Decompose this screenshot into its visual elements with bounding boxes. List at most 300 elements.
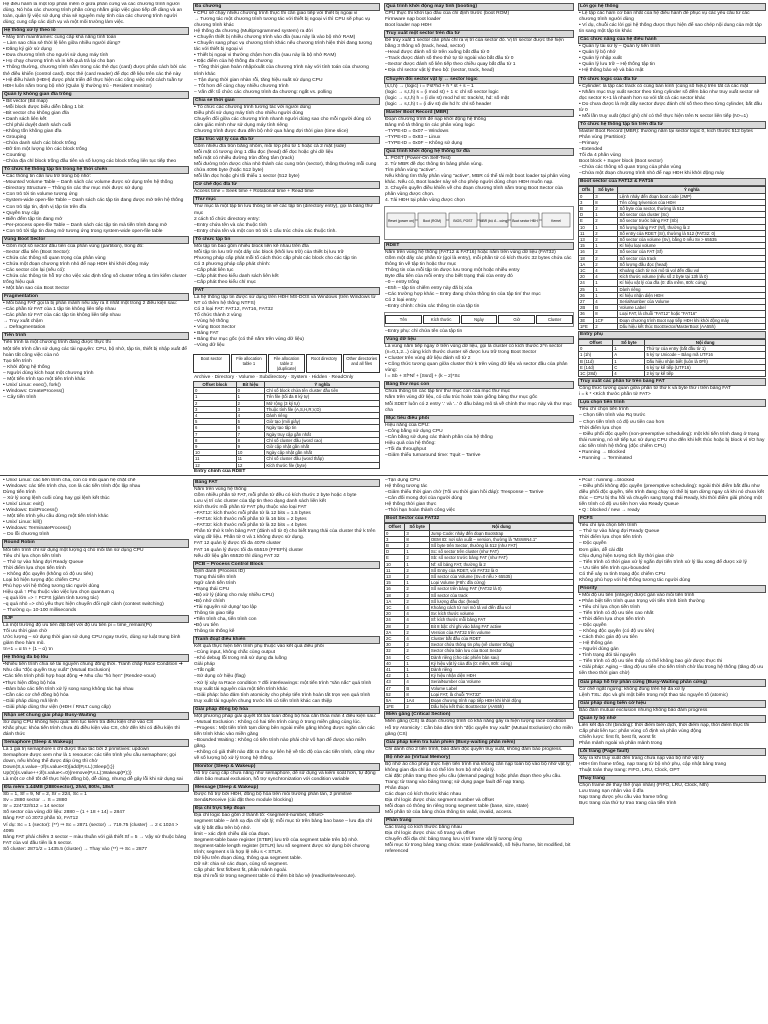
col1b-line: • Windows: TerminateProcess() (3, 526, 71, 532)
col2-line: • Bảng FAT (194, 331, 219, 337)
bs32-header: Số byte (405, 524, 430, 530)
boot-step-label: Boot (ROM) (422, 219, 442, 224)
col3-line: Chứa thông tin các tập tin/ thư mục con của mục thư mục (385, 389, 511, 395)
col4b-line: Đơn giản, dễ cài đặt (579, 547, 623, 553)
rdet-cell: Giờ tạo (mili giây) (265, 419, 380, 425)
col2b-heading: Message (Sleep & Wakeup) (193, 784, 380, 792)
col2b-line: –Không có giả thiết nào đặt ra cho sự liên hệ về tốc độ của các tiến trình, cũng như về số lượng bộ xử lý trong hệ thống. (194, 750, 375, 762)
entryphu-header: Offset (579, 340, 613, 346)
bs32-cell: B (405, 685, 430, 691)
col3-line: –Công bằng sử dụng CPU (385, 428, 443, 434)
col1b-line: –q quá lớn => ↑ FCFS (giảm tính tương tác) (3, 595, 99, 601)
col3-line: –Track được đánh số theo thứ tự từ ngoài vào bắt đầu từ 0 (385, 56, 514, 62)
col3-line: Thông tin của mỗi tập tin được lưu trong một hoặc nhiều entry (385, 267, 520, 273)
bs16-cell: Kí hiệu loại volume (618, 243, 766, 249)
col3b-heading: Phân trang (384, 817, 574, 825)
boot-flow-diagram (385, 207, 571, 235)
bs16-cell: 36 (579, 311, 594, 317)
col1-heading: Hệ thống xử lý theo lô (2, 27, 189, 35)
bs16-cell: 26 (579, 292, 594, 298)
rdet-cell: Chỉ số cluster đầu (word thấp) (265, 456, 380, 462)
bs32-cell: 42 (385, 673, 405, 679)
boot-process-figure (384, 206, 574, 239)
bs32-cell: 1 (405, 660, 430, 666)
col1-line: – Người dùng kích hoạt một chương trình (3, 370, 94, 376)
rdet-cell: 11 (194, 456, 237, 462)
col2b-line: –Giải pháp: bảo đảm tính atomicity cho phép tiến trình hoàn tất trọn vẹn quá trình truy xuất tài nguyên chung trước khi có tiến trình khác can thiệp (194, 692, 371, 704)
col3-line: –Sector được đánh số liên tiếp theo chiều quay bắt đầu từ 1 (385, 62, 516, 68)
col2-line: – Tốt hơn để cùng chạy nhiều chương trình (194, 83, 289, 89)
col2b-line: Thông tin giao tiếp (194, 610, 235, 616)
bs16-cell: 1C (579, 267, 594, 273)
bs32-cell: 1 (405, 549, 430, 555)
rdet-cell: Dành riêng (265, 413, 380, 419)
col3b-line: Trang: từ trang vào bảng trang; sử dụng page fault để nạp trang. (385, 779, 526, 785)
column-1-top (2, 2, 189, 472)
bs32-cell: Số byte trên Sector, thường là 512 (như FAT) (429, 542, 573, 548)
col2-line: • Đặc điểm của hệ thống đa chương (194, 59, 273, 65)
col1b-heading: Semaphore (Sleep & Wakeup) (2, 739, 189, 747)
col1b-line: Ví dụ: Sc = 1 (sector): (**) ⇒ Sc = 2871 (sector) → 719.75 (cluster) → 2 ≤ 1024 > 4095 (3, 822, 179, 834)
col1-line: Tiến trình là một chương trình đang được thực thi (3, 340, 111, 346)
bs32-cell: Loại Volume (F8h: đĩa cứng) (429, 580, 573, 586)
rdet-cell: 6 (236, 425, 265, 431)
col3-heading: Mục tiêu điều phối (384, 415, 574, 423)
col4b-line: – Điều phối không độc quyền (preemptive scheduling): ngoài thời điểm bắt đầu như điều phối độc quyền, tiến trình đang chạy có thể bị tạm dừng ngay cả khi nó chưa kết thúc – CPU bị thu hồi và chuyển sang trạng thái Ready, khi thời điểm giải phóng một tiến trình có độ ưu tiên hơn vào Ready Queue (579, 484, 764, 508)
bs32-cell: Số sector trên bảng FAT (FAT32 là 0) (429, 586, 573, 592)
rdet-header: Offset block (194, 382, 237, 388)
bs16-cell: Số lượng đầu đọc (head) (618, 261, 766, 267)
col2b-line: Lưu vị trí các cluster của tập tin theo dạng danh sách liên kết (194, 499, 326, 505)
rdet-cell: Mở rộng (3 ký tự) (265, 400, 380, 406)
col3-line: (s,t,h) → (logic) i = t*st*hd + h * st + s – 1 (385, 83, 474, 89)
col2-line: Chuyển đổi giữa các chương trình nhanh người dùng sao cho mỗi người dùng có cảm giác mình như sử dụng máy tính riêng (194, 116, 371, 128)
col4b-line: Nạp trang được yêu cầu vào frame trống (579, 795, 668, 801)
bs32-cell: 41 (385, 667, 405, 673)
col4b-line: Tiêu chí lựa chọn tiến trình (579, 523, 638, 529)
col1b-heading: Đĩa mềm 1.44MB (2880sector), 2h/d, 80t/s, 18s/t (2, 784, 189, 792)
bs16-cell: 1A (579, 261, 594, 267)
col4b-heading: Quản lý bộ nhớ (578, 715, 766, 723)
col1-line: • Con trỏ tập tin, định vị tập tin trên đĩa (3, 204, 87, 210)
col1-line: • Chứa một đoạn chương trình nhỏ để nạp HĐH khi khởi động máy (3, 261, 149, 267)
col1b-line: Dừng tiến trình (3, 490, 36, 496)
bs32-cell: D (385, 549, 405, 555)
col3-line: Boot loader nạp HĐH (385, 23, 432, 29)
bs16-cell: 20 (579, 274, 594, 280)
column-1-bottom (2, 478, 189, 1022)
rdet-cell: 0 (236, 388, 265, 394)
col2b-line: Được hỗ trợ bởi HĐH, đồng bộ hóa trên môi trường phân tán, 2 primitive Send&Receive (cài đặt theo module blocking) (194, 792, 352, 804)
col2-line: Gồm nhiều đĩa tròn bằng nhôm, mỗi lớp phủ từ 1 hoặc cả 2 mặt (side) (194, 144, 346, 150)
bs16-cell: 4 (594, 298, 618, 304)
col4b-line: • Pcur : running→blocked (579, 478, 635, 483)
column-2-top (193, 2, 380, 352)
rdet-cell: 2 (194, 400, 237, 406)
col1b-line: Sv = 2880 sector → S = 2880 (3, 798, 68, 804)
bs16-cell: Số sector của FAT (Sf) (618, 249, 766, 255)
bs32-cell: E (385, 555, 405, 561)
rdet-cell: 7 (194, 431, 237, 437)
bs32-cell: 2 (405, 598, 430, 604)
column-2-bottom (193, 478, 380, 1022)
col3-line: l = Sb + Sf*Nf + [Ssrd] + (k – 2)*Sc (385, 374, 461, 380)
col1b-line: Số sector của vùng dữ liệu: 2880 – (1 + 18 + 14) = 2847 (3, 810, 125, 816)
col4-heading: Tổ chức logic của đĩa từ (578, 76, 766, 84)
bs16-cell: 4 (594, 267, 618, 273)
bs16-cell: SerialNumber của Volume (618, 298, 766, 304)
entry-field-box: Giờ (498, 315, 535, 324)
entryphu-cell: 0 (579, 346, 613, 352)
bs16-header: Số byte (594, 187, 618, 193)
col1b-line: Mỗi tiến trình chỉ sử dụng một lượng q cho mỗi lần sử dụng CPU (3, 547, 144, 553)
bs32-cell: 10 (385, 561, 405, 567)
col3-line: 2. Từ MBR đề đọc thông tin bảng phân vùng. (385, 162, 483, 168)
col4-heading: Tổ chức hệ thống tập tin trên đĩa từ (578, 121, 766, 129)
col1-line: –Các phần tử FAT của các tập tin không liên tiếp nhau (3, 313, 121, 319)
bs16-cell: 1CF (594, 317, 618, 323)
bs32-cell: Sector chứa thông tin phụ (về cluster trống) (429, 642, 573, 648)
col2-heading: FAT (193, 287, 380, 295)
rdet-cell: Giờ cập nhật gần nhất (265, 444, 380, 450)
col4b-line: – Hệ thống gán (579, 641, 613, 647)
col1b-line: τn+1 = α tn + (1 – α) τn (3, 647, 53, 653)
column-4-top (578, 2, 766, 472)
bs16-cell: Số entry của RDET (Sr), thường là 512 (FAT32: 0) (618, 230, 766, 236)
bs16-cell: 0 (579, 193, 594, 199)
col4b-line: – Ưu tiên tiến trình cpu-bounded (579, 565, 650, 571)
bs32-cell: 2 (405, 555, 430, 561)
col2-line: –Cấp phát liên tục (194, 267, 234, 273)
col2-line: → Tương tác một chương trình tương tác với thiết bị ngoại vi thì CPU sẽ phục vụ chương trình khác (194, 17, 371, 29)
col4b-line: • Cách thức gán độ ưu tiên (579, 635, 638, 641)
col2-line: Mỗi mặt có nhiều đường tròn đồng tâm (track) (194, 156, 294, 162)
col3-heading: Quá trình khởi động máy tính (booting) (384, 3, 574, 11)
col2b-line: Segment-table base register (STBR) lưu trữ của segment table trên bộ nhớ. (194, 837, 359, 843)
col3-line: Đoạn chương trình để nạp khởi động hệ thống (385, 116, 487, 122)
col3-line: Gồm một dãy các phần tử (gọi là entry), mỗi phần tử có kích thước 32 bytes chứa các thông tin về tập tin hoặc thư mục (385, 255, 572, 267)
col3b-line: Bộ nhớ ảo cho phép thực hiện tiến trình mà không cần nạp toàn bộ vào bộ nhớ vật lý; không gian địa chỉ ảo có thể lớn hơn bộ nhớ vật lý. (385, 761, 571, 773)
bs32-cell: 2 (405, 629, 430, 635)
bs32-cell: Ký hiệu vật lý của đĩa (0: mềm, 80h: cứng) (429, 660, 573, 666)
col3-line: –0 – entry trống (385, 279, 420, 285)
col1-line: –Mỗi block được biểu diễn bằng 1 bit (3, 104, 84, 110)
bs16-cell: Lệnh nhảy đến đoạn boot code (JMP) (618, 193, 766, 199)
col2b-line: segment table – ánh xạ địa chỉ vật lý; mỗi mục từ trên bảng bao base – lưu địa chỉ vật lý bắt đầu trên bộ nhớ. (194, 819, 372, 831)
col3-line: (logic → s,t,h) h = (i div st) mod hd st: track/st, hd: số mặt (385, 95, 509, 101)
col4-heading: Entry phụ (578, 331, 766, 339)
entryphu-cell: E (14d) (579, 364, 613, 370)
bs16-cell: E (579, 218, 594, 224)
col3-line: –TYPE-ID = 0x0F – Không sử dụng (385, 140, 463, 146)
bs32-cell: 2 (405, 642, 430, 648)
col2-line: –Cấp phát theo kiểu danh sách liên kết (194, 273, 279, 279)
bs16-cell: 2 (594, 261, 618, 267)
col2b-line: FAT 16 quản lý được tối đa 65519 (FFEFh) cluster (194, 547, 304, 553)
rdet-cell: 10 (194, 450, 237, 456)
col2-line: Có 3 phương pháp cấp phát chính: (194, 261, 271, 267)
col3-heading: Quá trình khởi động hệ thống từ đĩa (384, 148, 574, 156)
col2-line: –Cấp phát theo kiểu chỉ mục (194, 280, 256, 286)
col4b-line: – Tiến trình có độ ưu tiên thấp có thể không bao giờ được thực thi (579, 659, 723, 665)
col2b-line: •Bộ xử lý (dùng cho máy nhiều CPU) (194, 592, 275, 598)
bs32-cell: Version của FAT32 trên volume (429, 629, 573, 635)
rdet-cell: 1 (194, 394, 237, 400)
bs32-cell: 1 (405, 561, 430, 567)
col2b-line: Cấp phát: first fit/best fit, phân mảnh ngoài. (194, 867, 288, 873)
bs32-cell: Sector chứa bản lưu của Boot Sector (429, 648, 573, 654)
bs16-cell: Kích thước volume (nếu số 2 byte tại 13h là 0) (618, 274, 766, 280)
rdet-cell: 12 (194, 462, 237, 468)
col1b-line: Bảng FAT có 3072 phần tử, FAT12 (3, 816, 79, 822)
bs32-cell: 32 (385, 648, 405, 654)
col3-line: CPU thực thi khởi tạo đầu của chỉ định trước (boot ROM) (385, 11, 510, 17)
bs32-cell: 40 (385, 660, 405, 666)
col3b-heading: Miền găng (Critical Section) (384, 711, 574, 719)
bs32-cell: 18 (385, 592, 405, 598)
col4b-line: – Tiến trình có độ ưu tiên cao nhất (579, 610, 654, 616)
bs32-cell: Số Entry của RDET, với FAT32 là 0 (429, 567, 573, 573)
bs16-cell: 15 (579, 243, 594, 249)
entryphu-cell: 2 ký tự kế tiếp (645, 371, 766, 377)
col4-line: • Running → Blocked (579, 449, 626, 455)
bs32-cell: C (405, 654, 430, 660)
bs16-cell: 3E (579, 317, 594, 323)
attribute-side-labels: Archive · Directory · Volume · Subdirectory · System · Hidden · ReadOnly (194, 375, 354, 380)
col4b-line: Thời điểm lựa chọn tiến trình (579, 535, 642, 541)
bs32-cell: 2 (405, 704, 430, 710)
col2b-line: Giải pháp (194, 662, 215, 668)
col3-line: 1. POST (Power-On Self-Test) (385, 156, 451, 162)
col1b-line: Tiêu chí lựa chọn tiến trình (3, 553, 62, 559)
col4-line: –Chứa các thông số quan trọng của phân vùng (579, 165, 682, 171)
rdet-cell: 6 (194, 425, 237, 431)
fat-layout-diagram (193, 354, 380, 373)
col1-line: –Các sector còn lại (nếu có): (3, 267, 66, 273)
col1b-heading: SJF (2, 615, 189, 623)
col4b-line: – Không độc quyền (có độ ưu tiên) (579, 629, 655, 635)
col2-heading: Chia sẻ thời gian (193, 97, 380, 105)
col4b-line: • Giải pháp: Aging – tăng độ ưu tiên cho tiến trình chờ lâu trong hệ thống (tăng độ ưu tiên theo thời gian chờ) (579, 665, 764, 677)
col1-line: HĐH luôn nằm trong bộ nhớ (Quản lý thường trú - Resident monitor) (3, 83, 152, 89)
entryphu-cell: 1 (613, 358, 645, 364)
col4b-line: • Mỗi độ ưu tiên (integer) được gán vào mỗi tiến trình (579, 592, 695, 598)
boot-sector-fat16-table (578, 186, 766, 330)
bs16-cell: Số lượng bảng FAT (Nf), thường là 2 (618, 224, 766, 230)
col4b-line: Bực trang của thứ tự trao trang của tiến trình (579, 801, 677, 807)
col3-heading: Bảng thư mục con (384, 381, 574, 389)
col2b-line: Dữ sẽ: chia sẻ các đoạn, cùng số segment. (194, 861, 289, 867)
col1-line: –Directory Structure – Thông tin các thư mục mới được sử dụng (3, 186, 143, 192)
col2b-heading: Tranh đoạt điều khiển (193, 636, 380, 644)
col1b-line: – Một tiến trình yêu cầu dừng một tiến trình khác (3, 514, 109, 520)
col2-line: –Entry chứa tên và các thuộc tính (194, 222, 268, 228)
col1b-line: Phù hợp với hệ thống tương tác người dùng (3, 583, 100, 589)
col3b-heading: Giải pháp kiểm tra luân phiên (Busy-waiting phần mềm) (384, 739, 574, 747)
col2b-line: Kích thước mỗi phần tử FAT phụ thuộc vào loại FAT (194, 505, 307, 511)
rdet-cell: 0 (194, 388, 237, 394)
col1-line: –Chỉ phải duyệt danh sách cuối (3, 122, 72, 128)
bs32-cell: 2 (405, 542, 430, 548)
entryphu-header: Số byte (613, 340, 645, 346)
bs32-cell: 15 (385, 580, 405, 586)
bs16-cell: Kí hiệu vật lý của đĩa (0: đĩa mềm, 80h: cứng) (618, 280, 766, 286)
bs32-cell: 4 (405, 604, 430, 610)
fat-region-box: Root directory (306, 354, 343, 373)
col1b-line: •Nhiều tiến trình chia sẻ tài nguyên chung đồng thời. Tranh chấp Race Condition ➜ Nhu cầu "độc quyền truy xuất" (Mutual Exclusion) (3, 662, 183, 674)
col4-heading: Lời gọi hệ thống (578, 3, 766, 11)
rdet-cell: Chỉ số cluster đầu (word cao) (265, 437, 380, 443)
col2-line: • Chuyển thiết bị nhiều chương trình vào đĩa (sau này là vào bộ nhớ RAM) (194, 35, 356, 41)
fat-region-box: Boot sector (193, 354, 230, 373)
col3b-heading: Boot Sector của FAT32 (384, 515, 574, 523)
col4-line: • Ví dụ, chuỗi các lời gọi hệ thống được thực hiện để sao chép nội dung của một tập tin sang một tập tin khác (579, 23, 762, 35)
col1-heading: Tổ chức hệ thống tập tin trong hệ thời chiến (2, 166, 189, 174)
rdet-cell: Ngày tạo tập tin (265, 425, 380, 431)
bs16-cell: 1 (594, 286, 618, 292)
col4-line: Tiêu chí chọn tiến trình (579, 407, 629, 413)
col1b-line: – Xử lý xong lệnh cuối cùng hay gọi lệnh kết thúc (3, 496, 110, 502)
bs16-cell: D (579, 212, 594, 218)
col4b-line: Chọn frame để thay thế (nạn nhân) (FIFO, LRU, Clock, Nth) (579, 783, 709, 789)
col4b-line: • Phân biệt tiến trình quan trọng với tiến trình bình thường (579, 598, 705, 604)
col2b-line: Segment-table length register (STLR) lưu số segment được sử dụng bởi chương trình; segment s là hợp lệ nếu s < STLR. (194, 843, 370, 855)
bs32-cell: Dành riêng (cho các phiên bản sau) (429, 654, 573, 660)
col1-line: • Thông thường, chương trình nằm trong các thẻ đục (card) được phân cách bởi các thẻ điều khiển (control card). Đọc thẻ (card reader) để đọc đề liệu trên các thẻ này (3, 65, 187, 77)
col1b-line: Là một trường độ ưu tiên đặt biệt với độ ưu tiên pi = time_remain(Pi) (3, 623, 152, 629)
col1b-line: –Đảm bảo các tiến trình xử lý song song không tác hại nhau (3, 686, 134, 692)
bs32-cell: 0 (385, 530, 405, 536)
col2b-line: FAT 12 quản lý được tối đa 4079 cluster (194, 541, 281, 547)
col2-line: Là hệ thống tập tin được sử dụng trên HĐH MS-DOS và Windows (trên Windows từ NT có thêm hệ thống NTFS) (194, 295, 376, 307)
col3-line: (logic → s,t,h) t = (i div st) div hd h: chỉ số header (385, 101, 492, 107)
bs16-header: Ý nghĩa (618, 187, 766, 193)
col2-line: – Tổng thời gian hoàn nhập/xuất của chương trình này với tính toán của chương trình khác (194, 65, 369, 77)
col4-line: Phân vùng (Partition): (579, 134, 627, 140)
bs16-cell: 1 (594, 280, 618, 286)
col3-heading: Truy xuất một sector trên đĩa từ (384, 30, 574, 38)
col1-line: –Mounted Volume Table – Danh sách các volume được sử dụng trên hệ thống (3, 180, 173, 186)
col4-line: Tối đa 4 phân vùng (579, 153, 621, 159)
col2b-line: Địa chỉ mỗi từ trong segment table có thêm bit bảo vệ (read/write/execute). (194, 873, 357, 879)
rdet-cell: Kích thước file (byte) (265, 462, 380, 468)
col1-line: • Biến đếm tập tin đang mở (3, 216, 63, 222)
col2-line: • CPU sẽ chạy nhiều chương trình thực thi cần giao tiếp với thiết bị ngoại vi (194, 11, 358, 17)
rdet-cell: Chỉ số block chứa tên cluster đầu tiên (265, 388, 380, 394)
col4b-line: Thuật toán thay trang: FIFO, LRU, Clock, OPT (579, 768, 680, 774)
col3b-line: Các trang có kích thước bằng nhau (385, 825, 462, 831)
bs32-cell: 43 (385, 679, 405, 685)
entryphu-cell: Thứ tự của entry (bắt đầu từ 1) (645, 346, 766, 352)
bs16-cell: 3 (594, 193, 618, 199)
col3-heading: Vùng dữ liệu (384, 336, 574, 344)
bs32-cell: SerialNumber của Volume (429, 679, 573, 685)
rdet-cell: 8 (194, 437, 237, 443)
col1b-line: •Thực hiện đồng bộ hóa (3, 680, 56, 686)
bs16-cell: 8 (594, 199, 618, 205)
col1b-line: • Unix/ Linux: các tiến trình cha, con có mối quan hệ chặt chẽ (3, 478, 136, 483)
col1-line: – Một tiến trình tạo một tiến trình khác (3, 376, 86, 382)
col1b-line: –q quá nhỏ => chủ yếu thực hiện chuyển đổi ngữ cảnh (context switching) (3, 601, 164, 607)
col4b-line: – Độc quyền (579, 541, 607, 547)
col3-line: –Entry chính: chứa các thông tin của tập tin (385, 303, 480, 309)
rdet-cell: 1 (236, 394, 265, 400)
col2b-line: –Khó debug lỗi trong mã sử dụng đa luồng (194, 656, 287, 662)
col3-line: –TYPE-ID = 0x83 – Linux (385, 134, 441, 140)
bs16-cell: 1 (594, 224, 618, 230)
bs16-cell: Số sector trước bảng FAT (Sb) (618, 218, 766, 224)
col1-line: • Hệ điều hành (HĐH) được phát triển để thực hiện các công việc một cách tuần tự (3, 77, 183, 83)
bs32-cell: 2C (385, 635, 405, 641)
col1-line: –Chứa địa chỉ block trống đầu tiên và số lượng các block trống liên tục tiếp theo (3, 159, 177, 165)
col1b-line: – Thứ tự vào hàng đợi Ready Queue (3, 559, 84, 565)
col1-line: • Chứa các thông tin hỗ trợ cho việc xác định tổng số cluster trống & tìm kiếm cluster trống hiệu quả (3, 274, 187, 286)
rdet-cell: 8 (236, 437, 265, 443)
bs16-cell: 13 (579, 236, 594, 242)
bs16-cell: Volume Label (618, 305, 766, 311)
col2-line: 2 cách tổ chức directory entry: (194, 216, 260, 222)
bs16-cell: Số sector của volume (Sv), bằng 0 nếu Sv > 65535 (618, 236, 766, 242)
bs16-cell: 3 (579, 199, 594, 205)
col4b-line: • Tiêu chí lựa chọn tiến trình (579, 604, 640, 610)
col2b-line: Kết quả thực hiện tiến trình phụ thuộc vào kết quả điều phối (194, 644, 324, 650)
col1b-line: Khắc phục: khóa tiến trình chưa đủ điều kiện vào CS, chờ đến khi có điều kiện thì đánh thức (3, 725, 180, 737)
col3b-line: Các đoạn có kích thước khác nhau (385, 791, 462, 797)
entryphu-row (579, 371, 766, 377)
col2b-line: •Độ ưu tiên (194, 623, 219, 629)
bs16-cell: 2 (594, 323, 618, 329)
bs32-cell: Số sector của track (429, 592, 573, 598)
rdet-cell: 4 (194, 413, 237, 419)
col1b-line: Semaphore được xem như là 1 resource: các tiến trình yêu cầu semaphore; gọi down, nếu không thể được đáp ứng thì chờ (3, 753, 176, 765)
rdet-cell: 5 (236, 419, 265, 425)
col2-line: – Tận dụng thời gian nhàn rỗi, tăng hiệu suất sử dụng CPU (194, 77, 323, 83)
bs16-cell: 1FE (579, 323, 594, 329)
bs16-cell: 11 (579, 230, 594, 236)
col1-line: • Unix/ Linux: exec(), fork() (3, 382, 61, 388)
col1-heading: Tiến trình (2, 332, 189, 340)
col3-line: • Cluster trên vùng dữ liệu đánh số từ 2 (385, 356, 471, 362)
figure-caption: Entry chính của RDET (194, 468, 246, 474)
col2b-line: Một phương pháp giải quyết tốt bài toán đồng bộ hóa cần thỏa mãn 4 điều kiện sau: (194, 713, 377, 719)
col3b-line: Miền găng (CS) là đoạn chương trình có khả năng gây ra hiện tượng race condition (385, 719, 567, 725)
col2b-line: Định danh (Process ID) (194, 568, 245, 574)
col1b-line: • Windows: các tiến trình cha, con là các tiến trình độc lập nhau (3, 484, 141, 490)
rdet-cell: 4 (236, 413, 265, 419)
bs32-cell: 2 (405, 623, 430, 629)
rdet-cell: 3 (194, 406, 237, 412)
fat-region-box: Other directories and all files (343, 354, 380, 373)
bs16-cell: 2 (594, 255, 618, 261)
entryphu-cell: 6 ký tự kế tiếp (UTF16) (645, 364, 766, 370)
col4-line: • Quản lý nhập xuất (579, 56, 622, 62)
col2b-heading: Địa chỉ trực tiếp đoạn (193, 805, 380, 813)
bs32-cell: 24 (385, 617, 405, 623)
col4b-line: Lưu trang nạn nhân vào ổ đĩa (579, 789, 644, 795)
bs32-cell: 1A4 (405, 698, 430, 704)
col3-heading: Chuyển đổi sector vật lý ↔ sector logic (384, 76, 574, 84)
col1-line: –Các phần tử FAT của 1 tập tin không liên tiếp nhau (3, 307, 116, 313)
boot-step-label: BIOS, POST (453, 219, 473, 224)
bs32-cell: OEM ID: nơi sản xuất – version, thường là "MSWIN4.1" (429, 536, 573, 542)
col3b-line: Chỉ dành cho 2 tiến trình, bảo đảm độc quyền truy xuất, không đảm bảo progress. (385, 746, 563, 752)
col1-line: • Họ chạy chương trình và in kết quả trả lại cho bạn (3, 59, 115, 65)
rdet-cell: 9 (194, 444, 237, 450)
col1-line: • Đăng ký giờ sử dụng (3, 47, 52, 53)
col2b-line: –FAT12: kích thước mỗi phần tử là 12 bits = 1.5 bytes (194, 511, 311, 517)
col1b-line: –Giải pháp dùng thư viện (HĐH / RNLT cung cấp) (3, 704, 111, 710)
bs32-cell: 1A (385, 598, 405, 604)
